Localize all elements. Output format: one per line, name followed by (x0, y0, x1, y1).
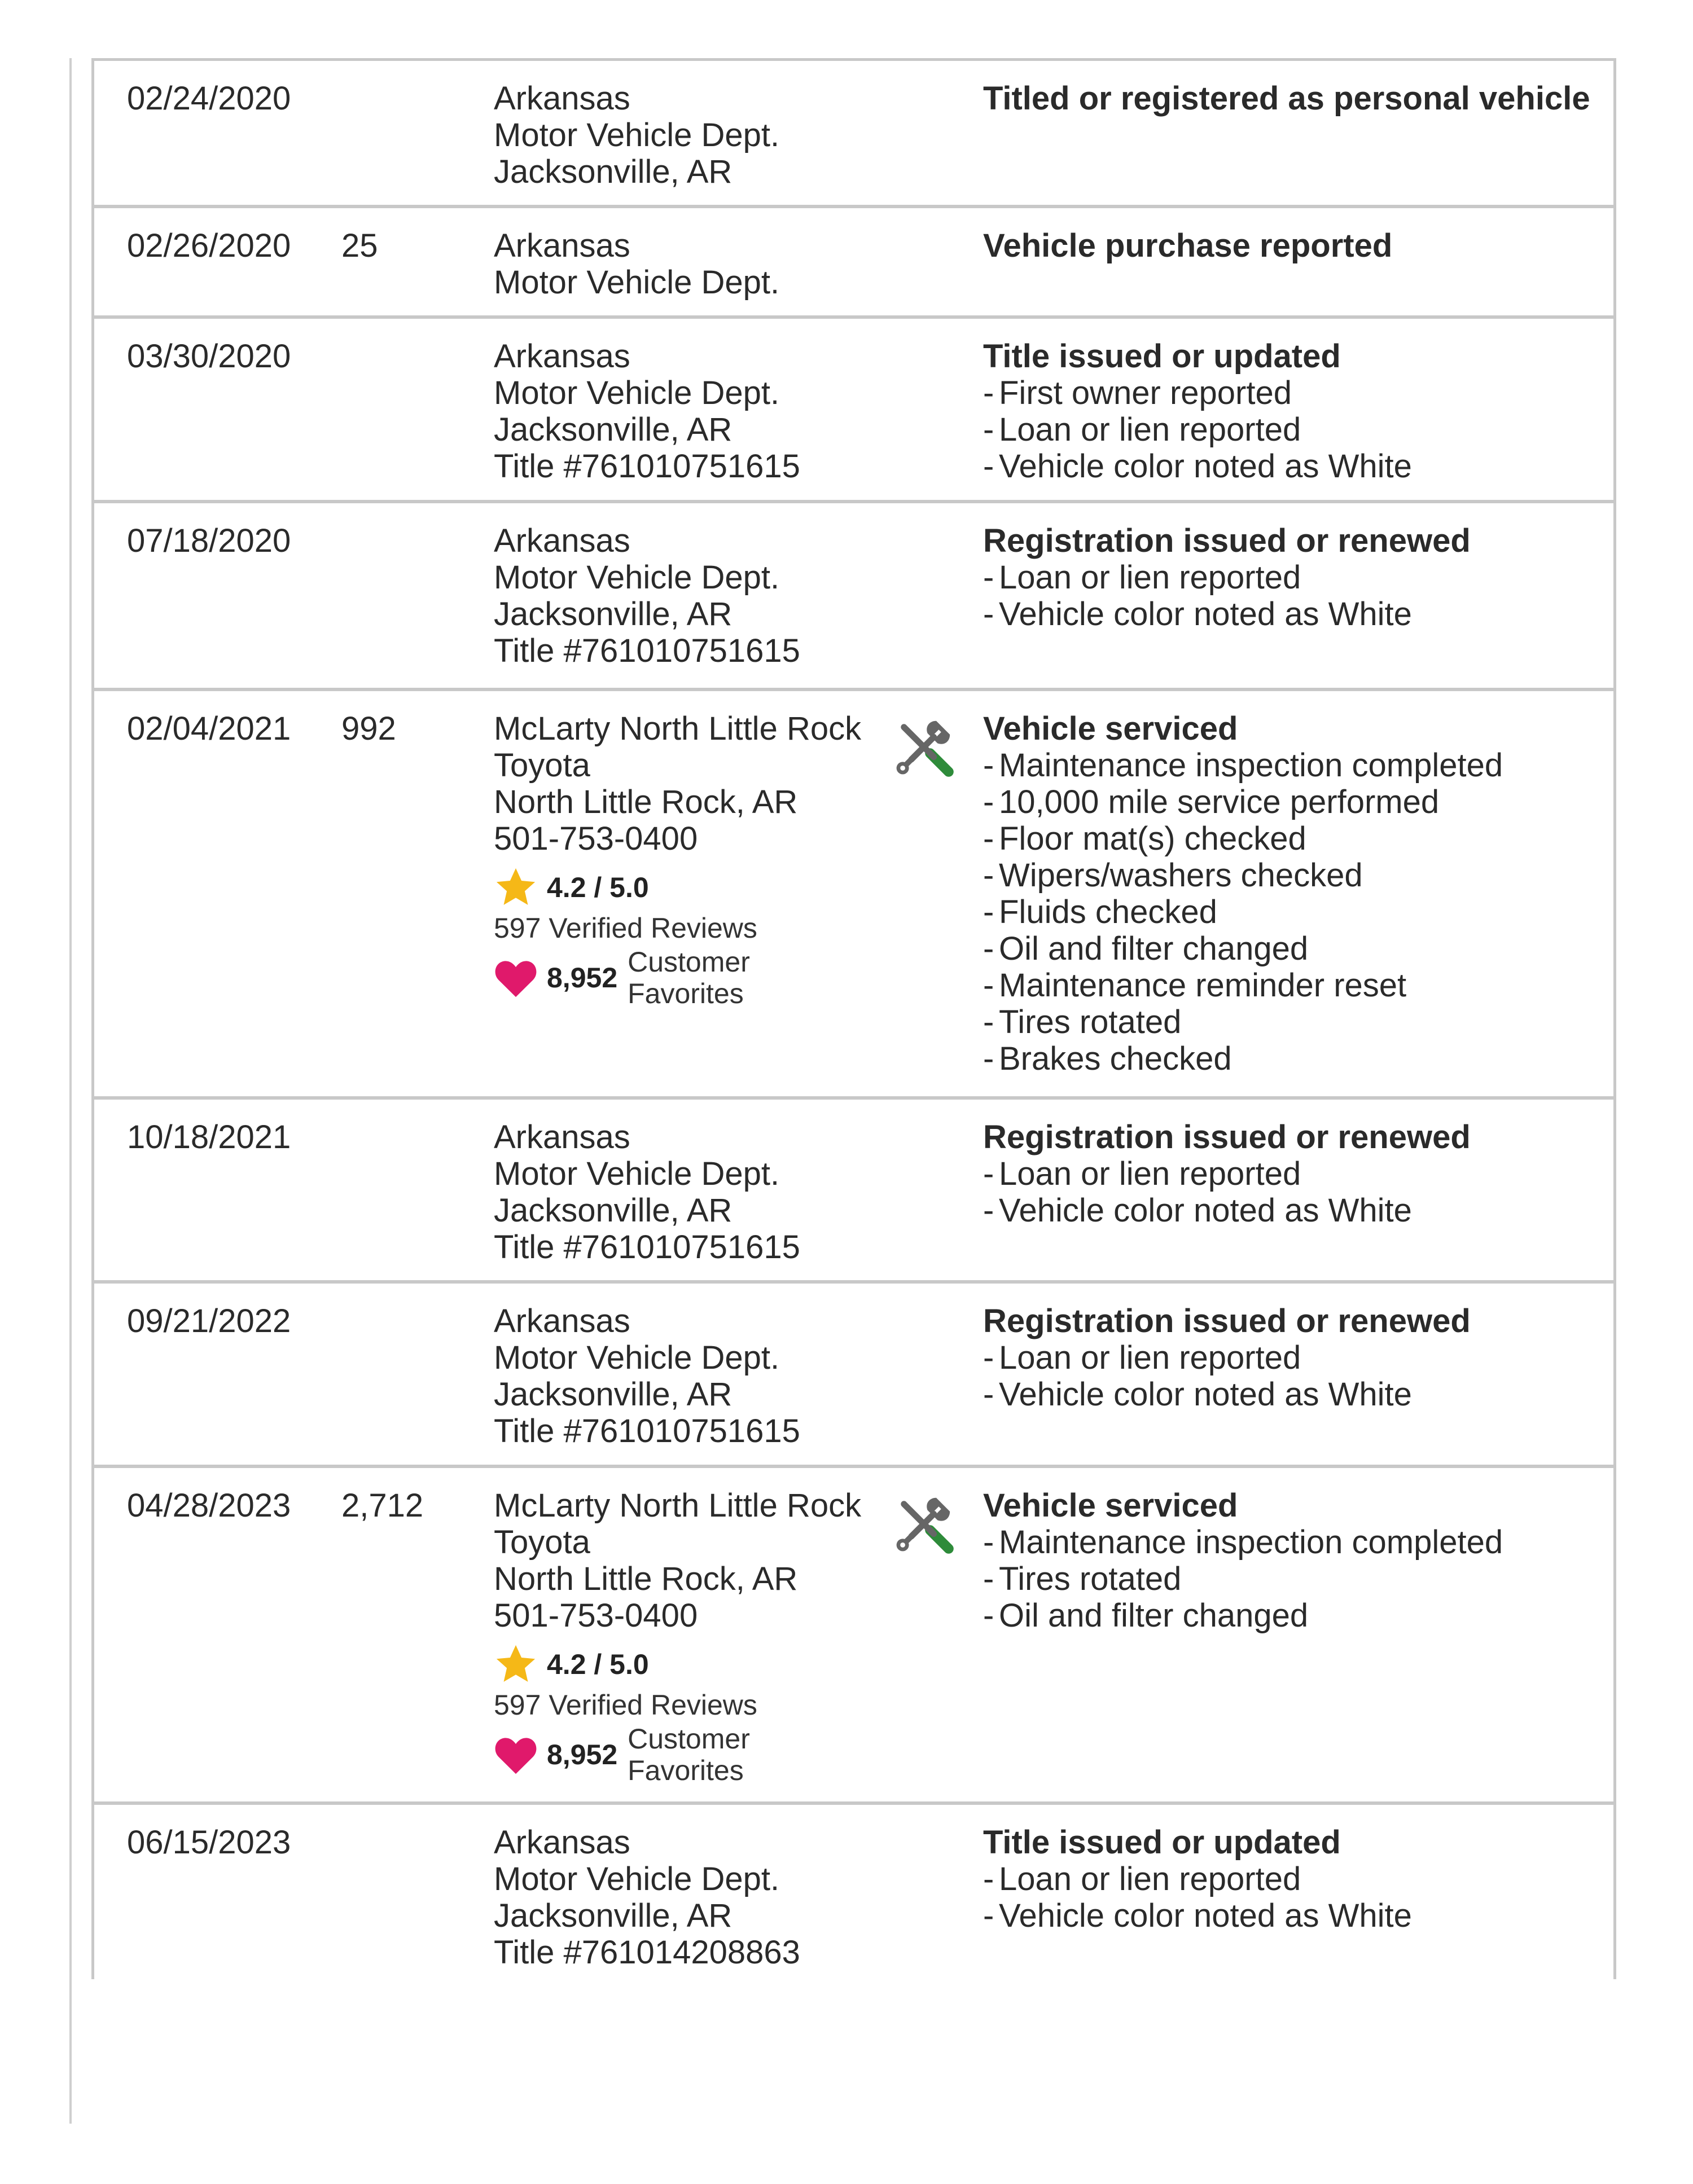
event-title: Registration issued or renewed (983, 522, 1471, 559)
record-date: 02/24/2020 (127, 80, 291, 117)
record-source (494, 522, 1002, 669)
event-detail-item (983, 1561, 1593, 1597)
source-line: Jacksonville, AR (494, 153, 733, 190)
source-line: McLarty North Little Rock (494, 1487, 862, 1524)
source-line: Title #761010751615 (494, 1229, 800, 1265)
bullet-dash: - (983, 820, 994, 857)
favorites-count: 8,952 (547, 1738, 618, 1770)
record-mileage: 2,712 (341, 1487, 424, 1524)
event-detail-text: Loan or lien reported (999, 1339, 1301, 1376)
heart-icon (494, 957, 538, 998)
record-source (494, 80, 1002, 190)
source-line: 501-753-0400 (494, 1597, 698, 1634)
source-line: Title #761010751615 (494, 1413, 800, 1449)
event-detail-item (983, 1155, 1593, 1192)
history-row (94, 61, 1613, 208)
record-source (494, 1303, 1002, 1449)
source-line: Jacksonville, AR (494, 596, 733, 632)
event-title: Title issued or updated (983, 1824, 1341, 1861)
source-line: Motor Vehicle Dept. (494, 1155, 780, 1192)
history-row (94, 1100, 1613, 1284)
event-detail-item (983, 448, 1593, 485)
star-icon (494, 865, 538, 909)
verified-reviews: 597 Verified Reviews (494, 1689, 757, 1721)
record-mileage: 25 (341, 227, 378, 264)
record-date: 07/18/2020 (127, 522, 291, 559)
event-detail-text: Maintenance inspection completed (999, 747, 1503, 784)
record-details (983, 710, 1593, 1077)
record-details (983, 522, 1593, 632)
customer-favorites (494, 946, 1002, 1009)
wrench-screwdriver-icon (893, 1493, 955, 1555)
favorites-label (628, 946, 750, 1009)
history-row (94, 503, 1613, 691)
event-detail-item (983, 1524, 1593, 1561)
record-source (494, 227, 1002, 301)
bullet-dash: - (983, 1897, 994, 1934)
event-detail-text: Loan or lien reported (999, 559, 1301, 596)
event-detail-item (983, 1861, 1593, 1897)
source-line: McLarty North Little Rock (494, 710, 862, 747)
bullet-dash: - (983, 1155, 994, 1192)
event-title: Vehicle serviced (983, 710, 1238, 747)
record-source (494, 338, 1002, 485)
event-detail-item (983, 1897, 1593, 1934)
event-detail-item (983, 559, 1593, 596)
dealer-rating (494, 1642, 1002, 1687)
source-line: Jacksonville, AR (494, 411, 733, 448)
source-line: North Little Rock, AR (494, 784, 798, 820)
record-mileage: 992 (341, 710, 396, 747)
event-detail-text: Brakes checked (999, 1040, 1232, 1077)
source-line: Jacksonville, AR (494, 1376, 733, 1413)
event-title: Title issued or updated (983, 338, 1341, 375)
event-detail-text: Maintenance inspection completed (999, 1524, 1503, 1561)
source-line: Motor Vehicle Dept. (494, 1861, 780, 1897)
source-line: Arkansas (494, 522, 630, 559)
event-detail-item (983, 1004, 1593, 1040)
record-details (983, 1824, 1593, 1934)
bullet-dash: - (983, 1561, 994, 1597)
bullet-dash: - (983, 747, 994, 784)
event-detail-text: Fluids checked (999, 894, 1217, 930)
bullet-dash: - (983, 1861, 994, 1897)
event-title: Vehicle purchase reported (983, 227, 1393, 264)
favorites-label-line: Favorites (628, 978, 744, 1009)
record-details (983, 80, 1593, 117)
favorites-label-line: Favorites (628, 1755, 744, 1786)
event-detail-text: Loan or lien reported (999, 1155, 1301, 1192)
vehicle-history-table (91, 58, 1616, 1979)
event-detail-item (983, 1597, 1593, 1634)
record-date: 09/21/2022 (127, 1303, 291, 1339)
record-details (983, 338, 1593, 485)
source-line: Motor Vehicle Dept. (494, 1339, 780, 1376)
event-detail-text: Floor mat(s) checked (999, 820, 1306, 857)
event-detail-item (983, 747, 1593, 784)
event-title: Registration issued or renewed (983, 1119, 1471, 1155)
record-date: 03/30/2020 (127, 338, 291, 375)
bullet-dash: - (983, 559, 994, 596)
source-line: Motor Vehicle Dept. (494, 264, 780, 301)
event-detail-text: Vehicle color noted as White (999, 1192, 1412, 1229)
event-detail-text: Vehicle color noted as White (999, 1897, 1412, 1934)
record-details (983, 227, 1593, 264)
event-detail-text: Wipers/washers checked (999, 857, 1363, 894)
history-row (94, 1468, 1613, 1805)
bullet-dash: - (983, 1524, 994, 1561)
event-detail-item (983, 820, 1593, 857)
source-line: Motor Vehicle Dept. (494, 559, 780, 596)
bullet-dash: - (983, 596, 994, 632)
event-detail-text: Loan or lien reported (999, 411, 1301, 448)
event-detail-text: Oil and filter changed (999, 930, 1309, 967)
event-detail-item (983, 375, 1593, 411)
source-line: Toyota (494, 1524, 590, 1561)
event-title: Titled or registered as personal vehicle (983, 80, 1590, 117)
customer-favorites (494, 1723, 1002, 1786)
source-line: Title #761010751615 (494, 632, 800, 669)
dealer-rating (494, 865, 1002, 910)
record-date: 02/04/2021 (127, 710, 291, 747)
star-icon (494, 1642, 538, 1686)
record-date: 06/15/2023 (127, 1824, 291, 1861)
bullet-dash: - (983, 1376, 994, 1413)
source-line: Jacksonville, AR (494, 1192, 733, 1229)
rating-value: 4.2 / 5.0 (547, 1648, 649, 1680)
bullet-dash: - (983, 857, 994, 894)
bullet-dash: - (983, 1192, 994, 1229)
record-date: 10/18/2021 (127, 1119, 291, 1155)
source-line: Arkansas (494, 1824, 630, 1861)
event-detail-item (983, 857, 1593, 894)
verified-reviews: 597 Verified Reviews (494, 912, 757, 944)
heart-icon (494, 1734, 538, 1775)
source-line: Arkansas (494, 1303, 630, 1339)
event-detail-text: 10,000 mile service performed (999, 784, 1440, 820)
record-date: 04/28/2023 (127, 1487, 291, 1524)
bullet-dash: - (983, 1597, 994, 1634)
record-details (983, 1487, 1593, 1634)
event-title: Registration issued or renewed (983, 1303, 1471, 1339)
event-detail-item (983, 967, 1593, 1004)
source-line: Title #761014208863 (494, 1934, 800, 1971)
favorites-count: 8,952 (547, 961, 618, 994)
source-line: Title #761010751615 (494, 448, 800, 485)
record-source (494, 1119, 1002, 1265)
bullet-dash: - (983, 448, 994, 485)
record-source (494, 1824, 1002, 1971)
history-row (94, 1284, 1613, 1468)
bullet-dash: - (983, 967, 994, 1004)
event-detail-item (983, 894, 1593, 930)
event-detail-item (983, 930, 1593, 967)
history-row (94, 319, 1613, 503)
bullet-dash: - (983, 930, 994, 967)
source-line: Toyota (494, 747, 590, 784)
event-detail-item (983, 1192, 1593, 1229)
wrench-screwdriver-icon (893, 716, 955, 778)
source-line: Arkansas (494, 1119, 630, 1155)
source-line: Motor Vehicle Dept. (494, 117, 780, 153)
event-detail-item (983, 1040, 1593, 1077)
bullet-dash: - (983, 375, 994, 411)
record-date: 02/26/2020 (127, 227, 291, 264)
history-row (94, 208, 1613, 319)
rating-value: 4.2 / 5.0 (547, 871, 649, 903)
bullet-dash: - (983, 784, 994, 820)
favorites-label (628, 1723, 750, 1786)
history-row (94, 691, 1613, 1100)
source-line: Arkansas (494, 227, 630, 264)
event-detail-text: Loan or lien reported (999, 1861, 1301, 1897)
favorites-label-line: Customer (628, 1723, 750, 1755)
event-detail-text: Vehicle color noted as White (999, 596, 1412, 632)
event-detail-item (983, 411, 1593, 448)
source-line: 501-753-0400 (494, 820, 698, 857)
source-line: North Little Rock, AR (494, 1561, 798, 1597)
source-line: Arkansas (494, 338, 630, 375)
source-line: Jacksonville, AR (494, 1897, 733, 1934)
event-detail-text: Vehicle color noted as White (999, 1376, 1412, 1413)
history-row (94, 1805, 1613, 1979)
bullet-dash: - (983, 1040, 994, 1077)
event-detail-item (983, 1339, 1593, 1376)
bullet-dash: - (983, 1339, 994, 1376)
event-detail-item (983, 784, 1593, 820)
event-detail-text: Oil and filter changed (999, 1597, 1309, 1634)
event-detail-item (983, 1376, 1593, 1413)
record-details (983, 1119, 1593, 1229)
source-line: Arkansas (494, 80, 630, 117)
event-detail-text: Vehicle color noted as White (999, 448, 1412, 485)
favorites-label-line: Customer (628, 946, 750, 978)
event-detail-text: First owner reported (999, 375, 1292, 411)
event-detail-text: Tires rotated (999, 1561, 1182, 1597)
event-detail-text: Tires rotated (999, 1004, 1182, 1040)
bullet-dash: - (983, 411, 994, 448)
bullet-dash: - (983, 1004, 994, 1040)
record-details (983, 1303, 1593, 1413)
event-title: Vehicle serviced (983, 1487, 1238, 1524)
page-margin-line (69, 58, 72, 2124)
source-line: Motor Vehicle Dept. (494, 375, 780, 411)
event-detail-item (983, 596, 1593, 632)
bullet-dash: - (983, 894, 994, 930)
event-detail-text: Maintenance reminder reset (999, 967, 1407, 1004)
